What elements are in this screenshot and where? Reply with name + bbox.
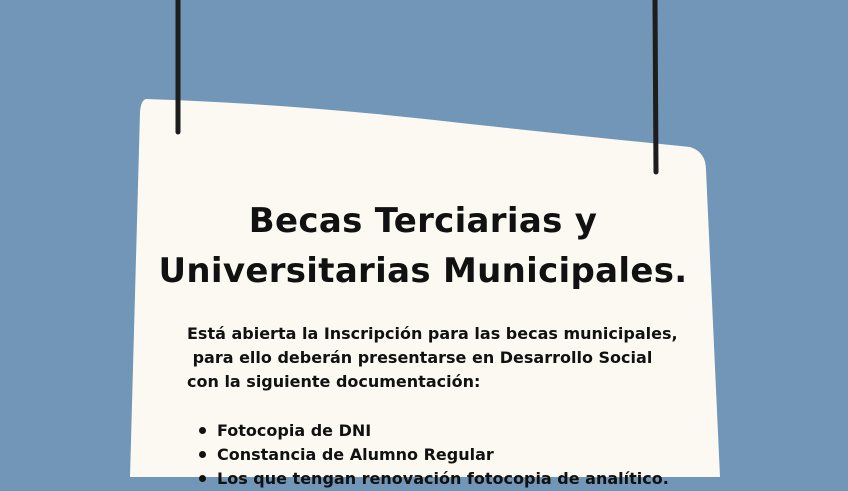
document-list <box>199 419 669 491</box>
document-item-dni: Fotocopia de DNI <box>199 419 669 443</box>
document-item-analitico: Los que tengan renovación fotocopia de analítico. <box>199 467 669 491</box>
title-line-1: Becas Terciarias y <box>248 201 598 241</box>
intro-line-1: Está abierta la Inscripción para las becas municipales, <box>187 324 678 343</box>
page-title <box>140 196 706 296</box>
intro-line-3: con la siguiente documentación: <box>187 372 481 391</box>
title-line-2: Universitarias Municipales. <box>158 251 688 291</box>
intro-line-2: para ello deberán presentarse en Desarrollo Social <box>187 348 653 367</box>
document-item-constancia: Constancia de Alumno Regular <box>199 443 669 467</box>
right-hanging-string <box>655 0 656 172</box>
intro-paragraph <box>187 322 687 394</box>
